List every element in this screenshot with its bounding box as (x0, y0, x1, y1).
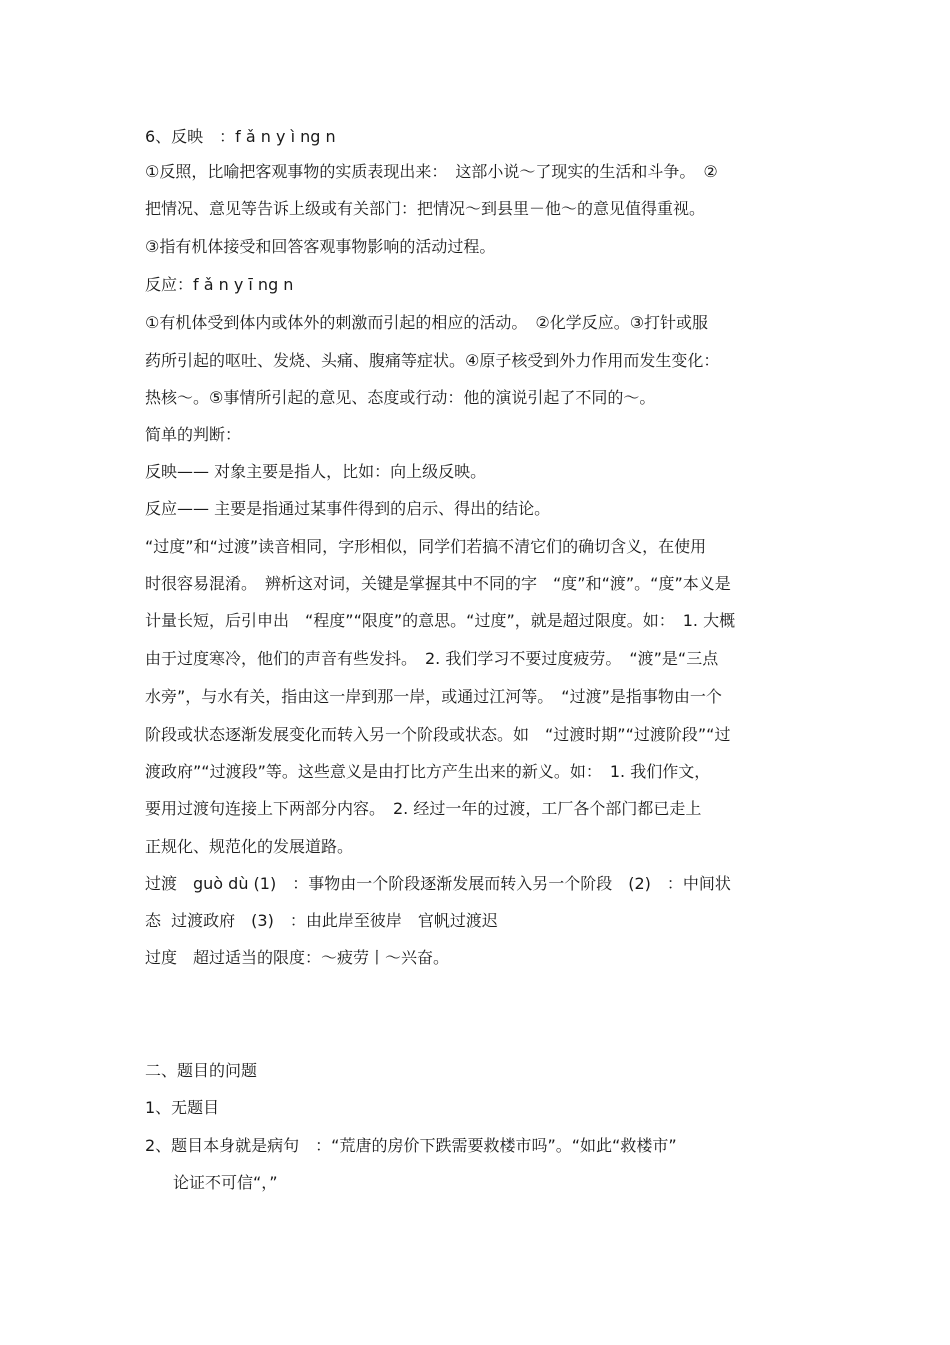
text-line: 计量长短，后引申出 “程度”“限度”的意思。“过度”，就是超过限度。如： 1. 大概 (145, 611, 736, 630)
text-line: 由于过度寒冷，他们的声音有些发抖。 2. 我们学习不要过度疲劳。 “渡”是“三点 (145, 649, 719, 668)
text-line: 把情况、意见等告诉上级或有关部门：把情况～到县里－他～的意见值得重视。 (145, 199, 706, 218)
text-line: 反映—— 对象主要是指人，比如：向上级反映。 (145, 462, 487, 481)
text-line: 反应—— 主要是指通过某事件得到的启示、得出的结论。 (145, 499, 551, 518)
text-line: 药所引起的呕吐、发烧、头痛、腹痛等症状。④原子核受到外力作用而发生变化： (145, 351, 720, 370)
text-line: 态 过渡政府 (3) ：由此岸至彼岸 官帆过渡迟 (145, 911, 498, 930)
text-line: 论证不可信“，” (173, 1173, 278, 1192)
text-line: “过度”和“过渡”读音相同，字形相似，同学们若搞不清它们的确切含义，在使用 (145, 537, 707, 556)
text-line: 要用过渡句连接上下两部分内容。 2. 经过一年的过渡，工厂各个部门都已走上 (145, 799, 702, 818)
text-line: ①反照，比喻把客观事物的实质表现出来： 这部小说～了现实的生活和斗争。 ② (145, 162, 718, 181)
text-line: 2、题目本身就是病句 ：“荒唐的房价下跌需要救楼市吗”。“如此“救楼市” (145, 1136, 677, 1155)
text-line: 正规化、规范化的发展道路。 (145, 837, 354, 856)
text-line: 过渡 guò dù (1) ：事物由一个阶段逐渐发展而转入另一个阶段 (2) ：中间状 (145, 874, 731, 893)
section-heading: 二、题目的问题 (145, 1061, 258, 1080)
text-line: 简单的判断： (145, 425, 242, 444)
text-line: 反应：f ǎ n y ī ng n (145, 275, 294, 294)
text-line: 6、反映 ：f ǎ n y ì ng n (145, 127, 336, 146)
text-line: ①有机体受到体内或体外的刺激而引起的相应的活动。 ②化学反应。③打针或服 (145, 313, 709, 332)
text-line: ③指有机体接受和回答客观事物影响的活动过程。 (145, 237, 496, 256)
text-line: 渡政府”“过渡段”等。这些意义是由打比方产生出来的新义。如： 1. 我们作文， (145, 762, 711, 781)
text-line: 水旁”，与水有关，指由这一岸到那一岸，或通过江河等。 “过渡”是指事物由一个 (145, 687, 722, 706)
text-line: 热核～。⑤事情所引起的意见、态度或行动：他的演说引起了不同的～。 (145, 388, 656, 407)
text-line: 时很容易混淆。 辨析这对词，关键是掌握其中不同的字 “度”和“渡”。“度”本义是 (145, 574, 731, 593)
text-line: 阶段或状态逐渐发展变化而转入另一个阶段或状态。如 “过渡时期”“过渡阶段”“过 (145, 725, 731, 744)
text-line: 1、无题目 (145, 1098, 220, 1117)
text-line: 过度 超过适当的限度：～疲劳丨～兴奋。 (145, 948, 450, 967)
